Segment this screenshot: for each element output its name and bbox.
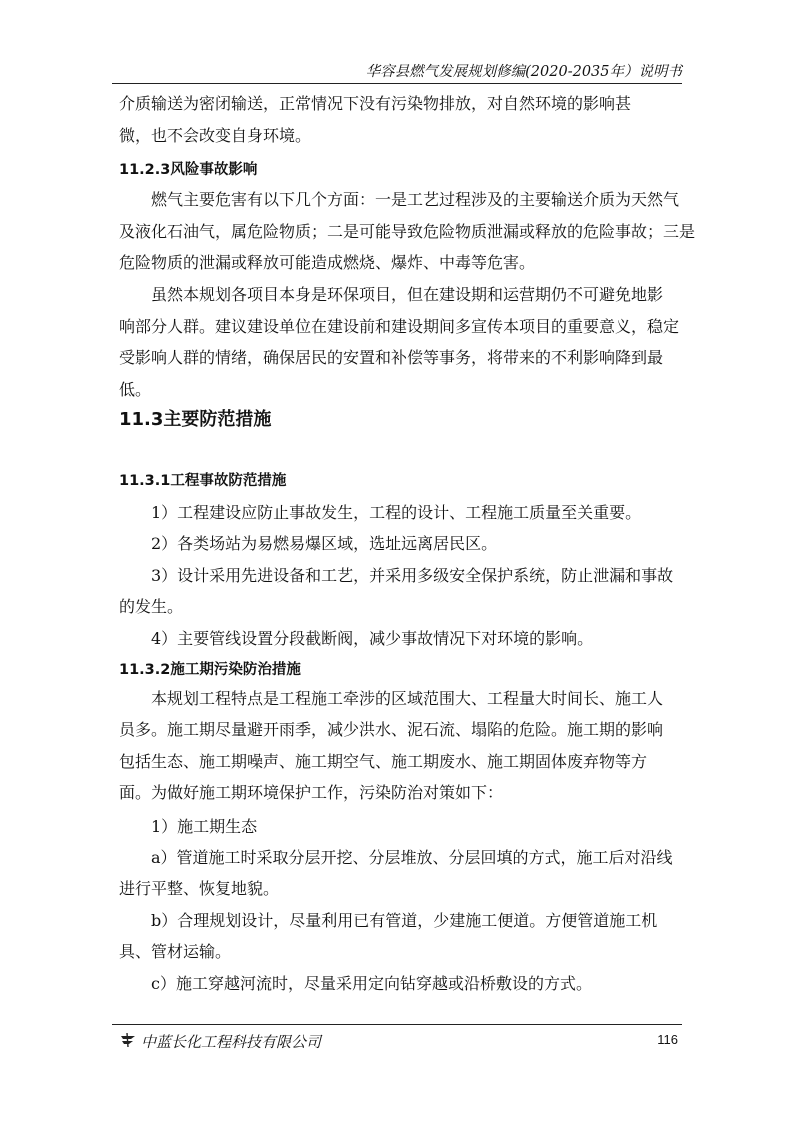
list-item: a）管道施工时采取分层开挖、分层堆放、分层回填的方式，施工后对沿线 — [151, 848, 673, 867]
paragraph-line: 燃气主要危害有以下几个方面：一是工艺过程涉及的主要输送介质为天然气 — [151, 190, 680, 209]
page-number: 116 — [657, 1032, 678, 1047]
footer-divider — [112, 1024, 682, 1025]
paragraph-line: 面。为做好施工期环境保护工作，污染防治对策如下： — [119, 783, 504, 802]
list-item: c）施工穿越河流时，尽量采用定向钻穿越或沿桥敷设的方式。 — [151, 974, 592, 993]
list-item: b）合理规划设计，尽量利用已有管道，少建施工便道。方便管道施工机 — [151, 911, 658, 930]
list-item: 3）设计采用先进设备和工艺，并采用多级安全保护系统，防止泄漏和事故 — [151, 566, 674, 585]
paragraph-line: 介质输送为密闭输送，正常情况下没有污染物排放，对自然环境的影响甚 — [119, 94, 632, 113]
paragraph-line: 虽然本规划各项目本身是环保项目，但在建设期和运营期仍不可避免地影 — [151, 285, 664, 304]
paragraph-line: 响部分人群。建议建设单位在建设前和建设期间多宣传本项目的重要意义，稳定 — [119, 317, 680, 336]
paragraph-line: 包括生态、施工期噪声、施工期空气、施工期废水、施工期固体废弃物等方 — [119, 752, 648, 771]
paragraph-line: 微，也不会改变自身环境。 — [119, 126, 312, 145]
list-item: 1）施工期生态 — [151, 817, 258, 836]
list-item: 2）各类场站为易燃易爆区域，选址远离居民区。 — [151, 534, 498, 553]
section-heading-11-3-1: 11.3.1工程事故防范措施 — [119, 473, 287, 489]
list-item-continuation: 进行平整、恢复地貌。 — [119, 879, 280, 898]
header-divider — [112, 83, 682, 84]
header-title: 华容县燃气发展规划修编(2020-2035年）说明书 — [365, 64, 682, 80]
paragraph-line: 及液化石油气，属危险物质；二是可能导致危险物质泄漏或释放的危险事故；三是 — [119, 222, 696, 241]
paragraph-line: 低。 — [119, 380, 152, 399]
paragraph-line: 危险物质的泄漏或释放可能造成燃烧、爆炸、中毒等危害。 — [119, 253, 536, 272]
list-item-continuation: 具、管材运输。 — [119, 942, 232, 961]
paragraph-line: 员多。施工期尽量避开雨季，减少洪水、泥石流、塌陷的危险。施工期的影响 — [119, 720, 664, 739]
section-heading-11-2-3: 11.2.3风险事故影响 — [119, 162, 258, 178]
company-logo-icon — [119, 1032, 137, 1048]
section-heading-11-3: 11.3主要防范措施 — [119, 409, 272, 430]
list-item: 4）主要管线设置分段截断阀，减少事故情况下对环境的影响。 — [151, 629, 594, 648]
footer-company-name: 中蓝长化工程科技有限公司 — [141, 1033, 322, 1051]
paragraph-line: 受影响人群的情绪，确保居民的安置和补偿等事务，将带来的不利影响降到最 — [119, 348, 664, 367]
list-item-continuation: 的发生。 — [119, 597, 184, 616]
list-item: 1）工程建设应防止事故发生，工程的设计、工程施工质量至关重要。 — [151, 503, 642, 522]
paragraph-line: 本规划工程特点是工程施工牵涉的区域范围大、工程量大时间长、施工人 — [151, 689, 664, 708]
section-heading-11-3-2: 11.3.2施工期污染防治措施 — [119, 662, 301, 678]
